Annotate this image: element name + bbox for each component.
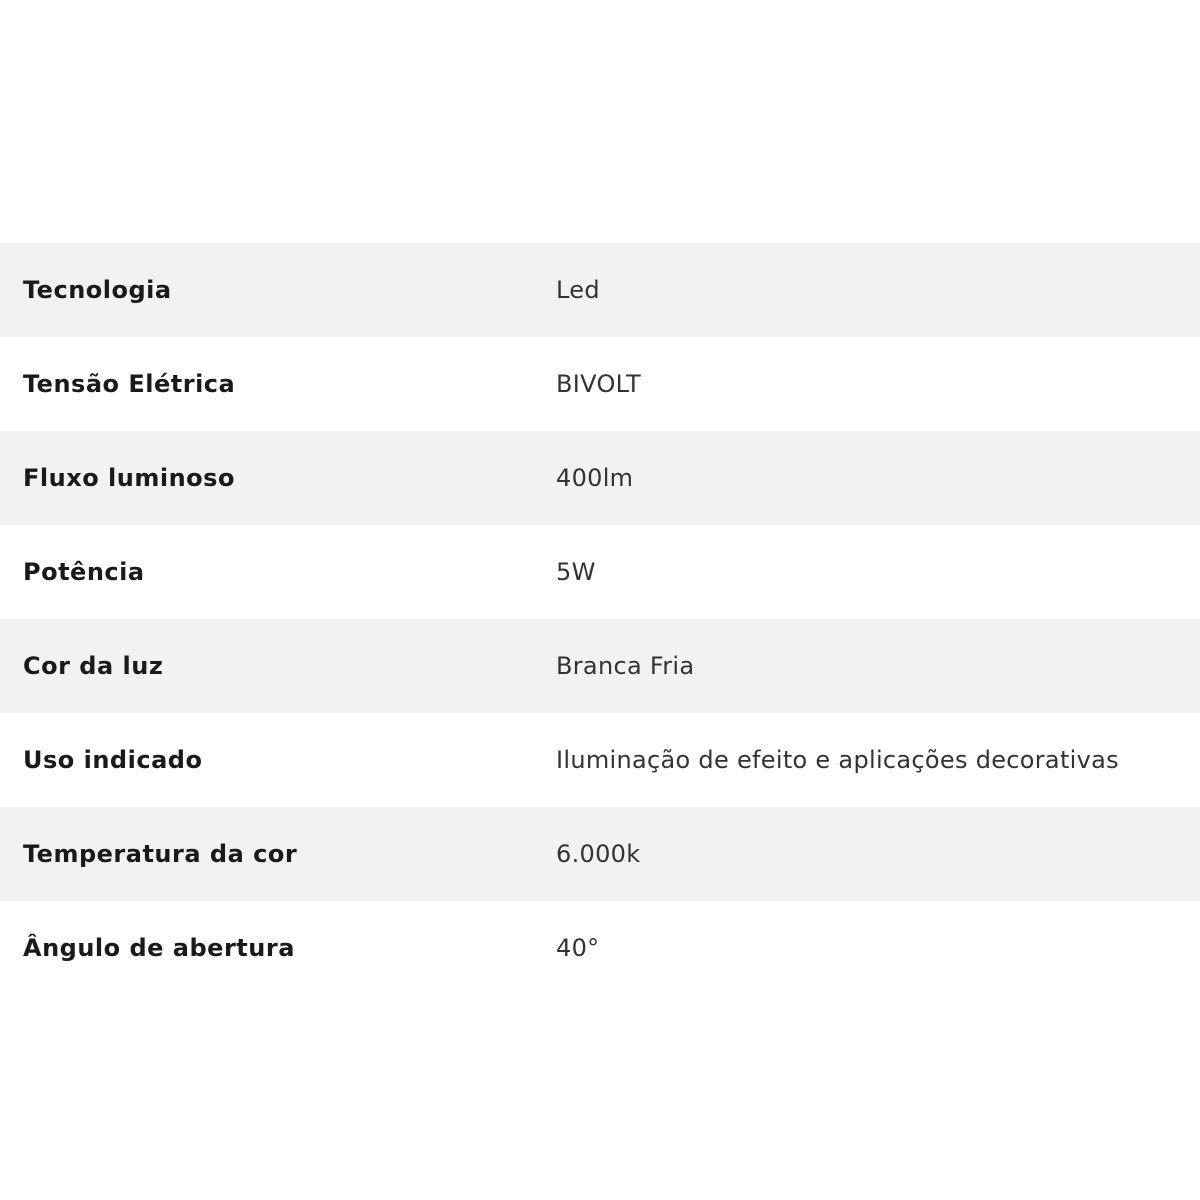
spec-row-tecnologia	[0, 243, 1200, 337]
spec-value: 5W	[556, 558, 596, 586]
spec-row-temperatura-da-cor	[0, 807, 1200, 901]
spec-row-tensao-eletrica	[0, 337, 1200, 431]
spec-label: Temperatura da cor	[23, 840, 298, 868]
spec-value: 400lm	[556, 464, 634, 492]
spec-row-cor-da-luz	[0, 619, 1200, 713]
spec-row-angulo-de-abertura	[0, 901, 1200, 995]
spec-value: Branca Fria	[556, 652, 695, 680]
spec-value: 6.000k	[556, 840, 641, 868]
spec-row-uso-indicado	[0, 713, 1200, 807]
spec-row-fluxo-luminoso	[0, 431, 1200, 525]
spec-value: 40°	[556, 934, 600, 962]
spec-label: Uso indicado	[23, 746, 203, 774]
spec-label: Tensão Elétrica	[23, 370, 236, 398]
spec-label: Tecnologia	[23, 276, 172, 304]
spec-label: Ângulo de abertura	[23, 934, 295, 962]
spec-row-potencia	[0, 525, 1200, 619]
spec-label: Fluxo luminoso	[23, 464, 235, 492]
spec-value: BIVOLT	[556, 370, 641, 398]
spec-value: Led	[556, 276, 600, 304]
spec-label: Cor da luz	[23, 652, 164, 680]
spec-value: Iluminação de efeito e aplicações decorativas	[556, 746, 1119, 774]
specifications-table	[0, 243, 1200, 995]
spec-label: Potência	[23, 558, 145, 586]
